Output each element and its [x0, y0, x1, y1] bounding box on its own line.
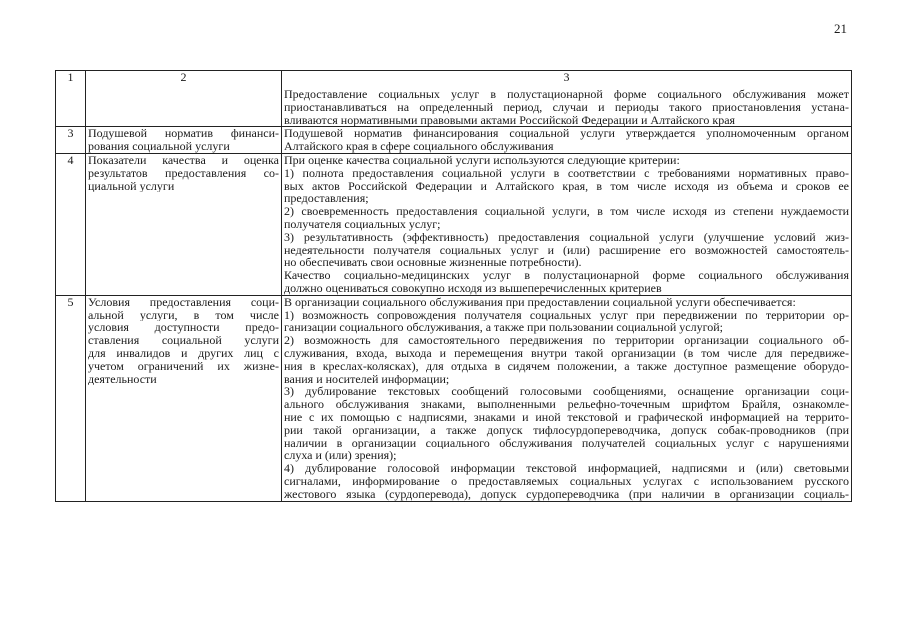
header-col-3: 3 [282, 71, 852, 89]
text-line: 4) дублирование голосовой информации текстовой информацией, надписями и (или) световыми [284, 462, 849, 475]
text-line: 1) полнота предоставления социальной услуги в соответствии с требованиями нормативных право- [284, 166, 849, 180]
text-line: результатов предоставления со- [88, 166, 279, 180]
row-description [282, 295, 852, 501]
text-line: Подушевой норматив финансирования социальной услуги утверждается уполномоченным органом [284, 127, 849, 141]
table-row [56, 153, 852, 295]
text-line: 3) результативность (эффективность) предоставления социальной услуги (улучшение условий жиз- [284, 230, 849, 244]
row-number: 3 [56, 127, 86, 154]
header-col-2: 2 [86, 71, 282, 127]
text-line: слуха и (или) зрения); [284, 449, 397, 463]
text-line: рования социальной услуги [88, 140, 230, 153]
text-line: Алтайского края в сфере социального обслуживания [284, 140, 554, 153]
service-standard-table [55, 70, 852, 502]
text-line: жестового языка (сурдоперевода), допуск сурдопереводчика (при наличии в организации социаль- [284, 487, 849, 501]
text-line: ального обслуживания знаками, выполненными рельефно-точечным шрифтом Брайля, ознакомле- [284, 398, 849, 411]
text-line: 1) возможность сопровождения получателя социальных услуг при передвижении по территории ор- [284, 308, 849, 322]
row-description [282, 153, 852, 295]
text-line: альной услуги, в том числе [88, 308, 279, 322]
text-line: Подушевой норматив финанси- [88, 127, 279, 141]
text-line: сигналами, информирование о предоставляемых социальных услугах с использованием русского [284, 474, 849, 488]
table-header-row [56, 71, 852, 89]
text-line: служивания, входа, выхода и перемещения внутри такой организации (в том числе для передвиже- [284, 346, 849, 360]
table-row [56, 295, 852, 501]
page-number: 21 [834, 21, 847, 36]
text-line: 2) своевременность предоставления социальной услуги, в том числе исходя из степени нуждаемости [284, 205, 849, 218]
text-line: должно оцениваться совокупно исходя из вышеперечисленных критериев [284, 281, 662, 295]
row-name [86, 153, 282, 295]
row-description [282, 127, 852, 154]
text-line: Качество социально-медицинских услуг в полустационарной форме социального обслуживания [284, 269, 849, 282]
text-line: ние с их помощью с надписями, знаками и иной текстовой и графической информацией на террито- [284, 410, 849, 424]
text-line: В организации социального обслуживания при предоставлении социальной услуги обеспечивается: [284, 295, 796, 309]
text-line: но обеспечивать свои основные жизненные потребности). [284, 256, 582, 270]
text-line: ставления социальной услуги [88, 334, 279, 347]
text-line: деятельности [88, 372, 157, 386]
text-line: Показатели качества и оценка [88, 153, 279, 167]
text-line: вых актов Российской Федерации и Алтайского края, в том числе исходя из объема и сроков ее [284, 179, 849, 193]
text-line: 3) дублирование текстовых сообщений голосовыми сообщениями, оснащение организации соци- [284, 385, 849, 399]
table-row [56, 127, 852, 154]
header-col-1: 1 [56, 71, 86, 127]
text-line: ганизации социального обслуживания, а также при пользовании социальной услугой; [284, 321, 723, 335]
text-line: При оценке качества социальной услуги используются следующие критерии: [284, 153, 680, 167]
text-line: предоставления; [284, 192, 369, 206]
text-line: рии такой организации, а также допуск тифлосурдопереводчика, допуск собак-проводников (при [284, 423, 849, 437]
text-line: циальной услуги [88, 179, 175, 193]
text-line: ния в креслах-колясках), для отдыха в сидячем положении, а также доступное размещение оборудо- [284, 359, 849, 373]
text-line: вания и носителей информации; [284, 372, 450, 386]
continuation-text [282, 88, 852, 127]
text-line: Условия предоставления соци- [88, 295, 279, 309]
text-line: учетом ограничений их жизне- [88, 359, 279, 373]
text-line: Предоставление социальных услуг в полустационарной форме социального обслуживания может [284, 88, 849, 101]
row-number: 4 [56, 153, 86, 295]
text-line: приостанавливаться на определенный период, случаи и периоды такого приостановления устана- [284, 100, 849, 114]
text-line: вливаются нормативными правовыми актами Российской Федерации и Алтайского края [284, 113, 736, 127]
text-line: 2) возможность для самостоятельного передвижения по территории организации социального об- [284, 334, 849, 347]
text-line: наличии в организации социального обслуживания получателей социальных услуг с нарушениями [284, 436, 849, 450]
text-line: недеятельности получателя социальных услуг и (или) расширение его возможностей самостоятель- [284, 243, 849, 257]
row-name [86, 295, 282, 501]
row-name [86, 127, 282, 154]
text-line: условия доступности предо- [88, 321, 279, 335]
row-number: 5 [56, 295, 86, 501]
text-line: для инвалидов и других лиц с [88, 346, 279, 360]
text-line: получателя социальных услуг; [284, 217, 441, 231]
